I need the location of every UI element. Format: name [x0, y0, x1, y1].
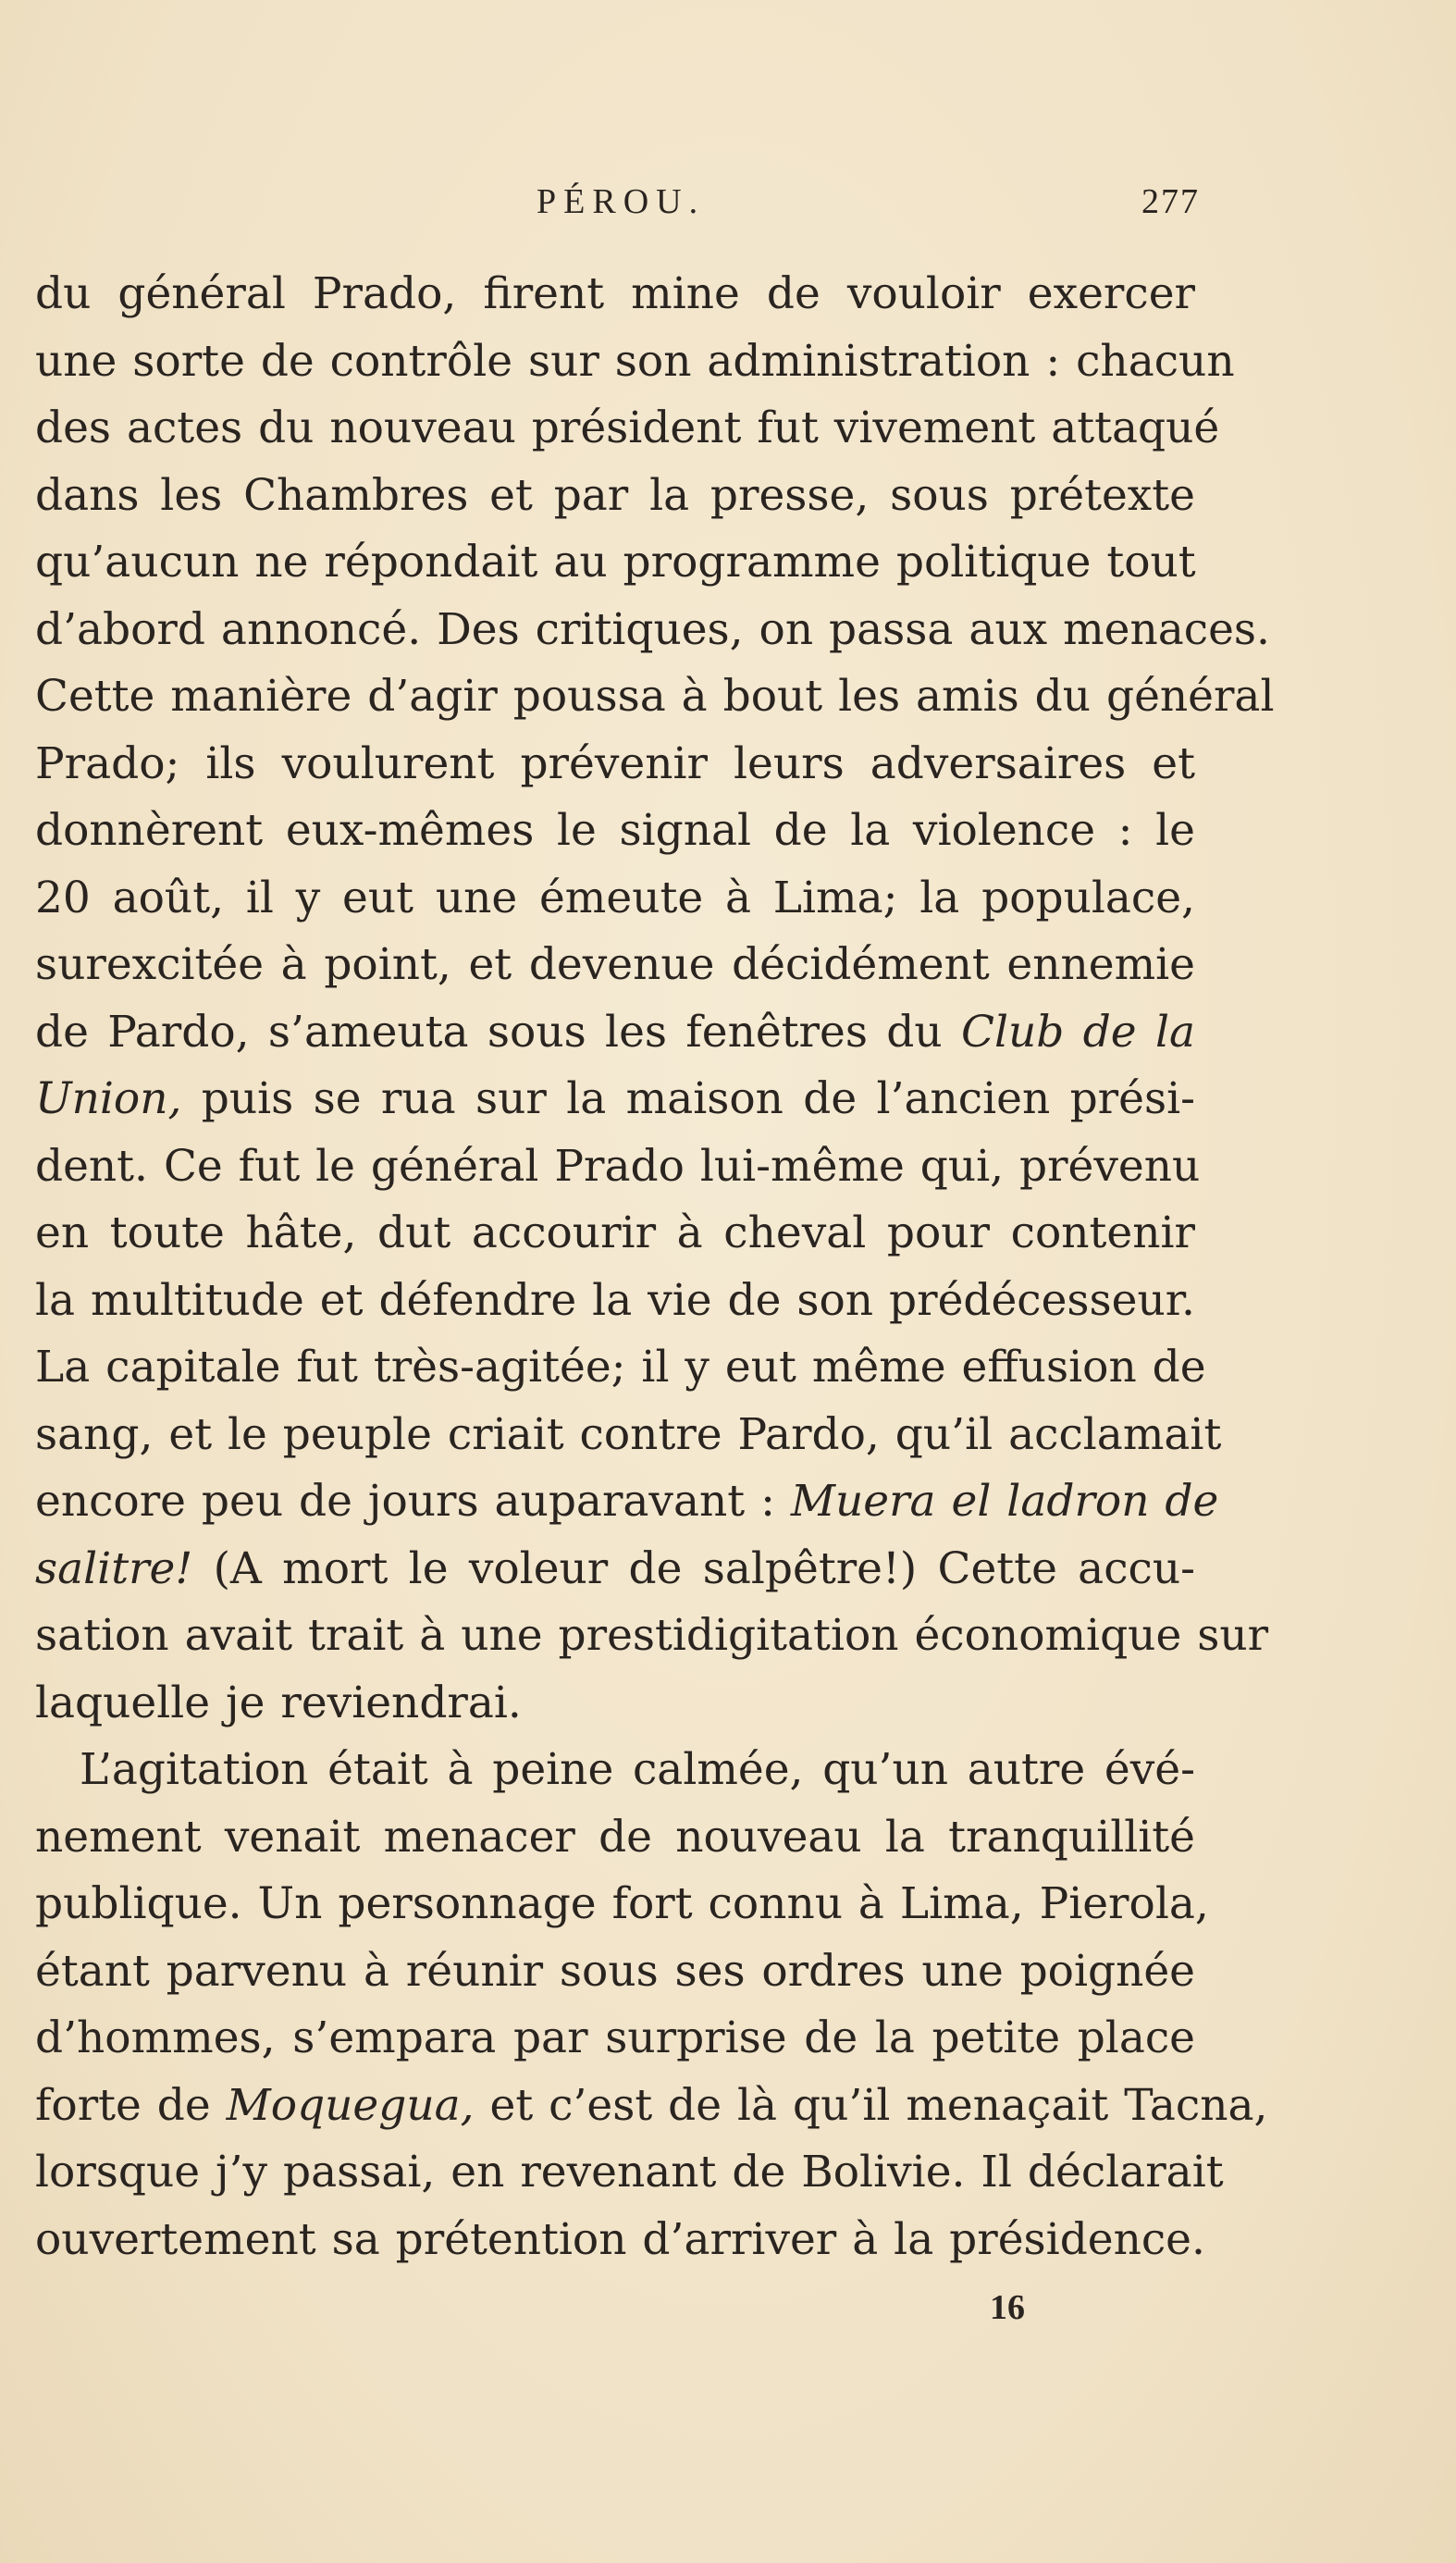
text-line	[35, 597, 1270, 664]
italic-text: Muera el ladron de	[790, 1476, 1219, 1527]
text-line	[35, 1804, 1195, 1872]
text-segment: la multitude et défendre la vie de son prédécesseur.	[35, 1274, 1195, 1326]
text-line	[35, 2005, 1195, 2073]
text-line	[35, 798, 1195, 865]
italic-text: Moquegua,	[226, 2079, 475, 2131]
text-segment: dans les Chambres et par la presse, sous prétexte	[35, 469, 1195, 521]
text-segment: des actes du nouveau président fut vivement attaqué	[35, 402, 1220, 453]
text-line	[35, 261, 1195, 328]
text-segment: 20 août, il y eut une émeute à Lima; la populace,	[35, 872, 1195, 923]
text-segment: (A mort le voleur de salpêtre!) Cette accu-	[192, 1542, 1195, 1594]
text-line	[35, 2073, 1268, 2140]
text-segment: et c’est de là qu’il menaçait Tacna,	[474, 2079, 1268, 2131]
text-segment: Cette manière d’agir poussa à bout les amis du général	[35, 671, 1275, 722]
text-segment: laquelle je reviendrai.	[35, 1677, 522, 1728]
text-line	[35, 2139, 1224, 2207]
text-segment: d’abord annoncé. Des critiques, on passa aux menaces.	[35, 603, 1270, 655]
italic-text: salitre!	[35, 1542, 193, 1594]
text-segment: lorsque j’y passai, en revenant de Bolivie. Il déclarait	[35, 2147, 1224, 2198]
text-line	[35, 1871, 1209, 1938]
running-head	[0, 181, 1456, 228]
text-segment: L’agitation était à peine calmée, qu’un autre évé-	[80, 1744, 1195, 1795]
text-line	[35, 463, 1195, 530]
text-segment: encore peu de jours auparavant :	[35, 1476, 791, 1527]
text-line	[35, 529, 1195, 597]
text-line	[35, 1133, 1201, 1201]
text-segment: publique. Un personnage fort connu à Lima, Pierola,	[35, 1878, 1209, 1929]
text-segment: en toute hâte, dut accourir à cheval pour contenir	[35, 1207, 1195, 1258]
text-line	[35, 328, 1235, 396]
signature-mark: 16	[990, 2288, 1025, 2327]
text-segment: qu’aucun ne répondait au programme politique tout	[35, 537, 1196, 588]
text-segment: étant parvenu à réunir sous ses ordres une poignée	[35, 1945, 1195, 1997]
text-line	[35, 1670, 1195, 1738]
body-text	[35, 261, 1275, 2273]
text-line	[35, 1402, 1222, 1469]
text-segment: une sorte de contrôle sur son administration : chacun	[35, 335, 1235, 387]
text-segment: nement venait menacer de nouveau la tranquillité	[35, 1811, 1195, 1863]
text-segment: de Pardo, s’ameuta sous les fenêtres du	[35, 1006, 961, 1058]
chapter-title: PÉROU.	[537, 182, 706, 221]
text-line	[35, 865, 1195, 933]
text-segment: dent. Ce fut le général Prado lui-même qui, prévenu	[35, 1140, 1201, 1192]
text-line	[35, 1334, 1206, 1402]
text-line	[35, 999, 1195, 1067]
text-segment: sang, et le peuple criait contre Pardo, qu’il acclamait	[35, 1408, 1222, 1460]
text-line	[35, 731, 1195, 799]
text-line	[35, 1268, 1195, 1335]
text-line	[35, 2207, 1205, 2274]
text-segment: forte de	[35, 2079, 227, 2131]
text-line	[35, 1066, 1195, 1133]
text-segment: d’hommes, s’empara par surprise de la petite place	[35, 2012, 1195, 2063]
text-line	[35, 1603, 1269, 1670]
text-line	[35, 1737, 1195, 1804]
text-segment: Prado; ils voulurent prévenir leurs adversaires et	[35, 737, 1195, 789]
text-segment: La capitale fut très-agitée; il y eut même effusion de	[35, 1342, 1206, 1393]
text-segment: puis se rua sur la maison de l’ancien prési-	[181, 1073, 1195, 1124]
italic-text: Union,	[35, 1073, 182, 1124]
text-line	[35, 395, 1220, 463]
text-segment: donnèrent eux-mêmes le signal de la violence : le	[35, 805, 1195, 856]
page-number: 277	[1141, 182, 1200, 221]
text-segment: du général Prado, firent mine de vouloir exercer	[35, 268, 1195, 319]
text-line	[35, 1468, 1219, 1536]
text-segment: sation avait trait à une prestidigitation économique sur	[35, 1610, 1269, 1661]
text-line	[35, 932, 1195, 999]
text-line	[35, 1200, 1195, 1268]
italic-text: Club de la	[961, 1006, 1195, 1058]
text-line	[35, 1938, 1195, 2006]
text-segment: surexcitée à point, et devenue décidément ennemie	[35, 939, 1195, 990]
text-segment: ouvertement sa prétention d’arriver à la présidence.	[35, 2213, 1205, 2265]
text-line	[35, 1536, 1195, 1603]
text-line	[35, 663, 1275, 731]
